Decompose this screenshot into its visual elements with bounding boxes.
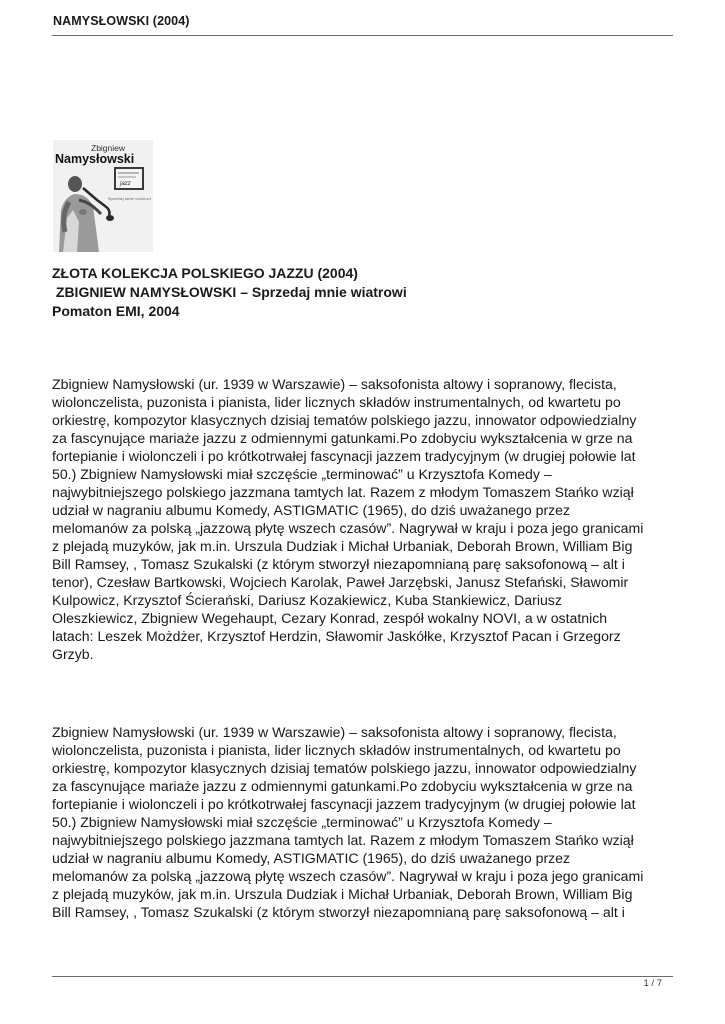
text-line: najwybitniejszego polskiego jazzmana tamtych lat. Razem z młodym Tomaszem Stańko wziął bbox=[52, 484, 634, 500]
biography-paragraph-2 bbox=[52, 723, 674, 921]
text-line: 50.) Zbigniew Namysłowski miał szczęście „terminować” u Krzysztofa Komedy – bbox=[52, 814, 552, 830]
text-line: z plejadą muzyków, jak m.in. Urszula Dudziak i Michał Urbaniak, Deborah Brown, William Big bbox=[52, 538, 633, 554]
text-line: melomanów za polską „jazzową płytę wszech czasów”. Nagrywał w kraju i poza jego granicami bbox=[52, 520, 644, 536]
text-line: Bill Ramsey, , Tomasz Szukalski (z którym stworzył niezapomnianą parę saksofonową – alt i bbox=[52, 904, 625, 920]
cover-last-name: Namysłowski bbox=[55, 152, 135, 166]
text-line: 50.) Zbigniew Namysłowski miał szczęście „terminować” u Krzysztofa Komedy – bbox=[52, 466, 552, 482]
text-line: Grzyb. bbox=[52, 646, 94, 662]
text-line: udział w nagraniu albumu Komedy, ASTIGMATIC (1965), do dziś uważanego przez bbox=[52, 502, 571, 518]
cover-subtitle: Sprzedaj mnie wiatrowi bbox=[108, 196, 151, 201]
text-line: tenor), Czesław Bartkowski, Wojciech Karolak, Paweł Jarzębski, Janusz Stefański, Sławomir bbox=[52, 574, 629, 590]
text-line: najwybitniejszego polskiego jazzmana tamtych lat. Razem z młodym Tomaszem Stańko wziął bbox=[52, 832, 634, 848]
album-title-block bbox=[52, 264, 672, 321]
text-line: Kulpowicz, Krzysztof Ścierański, Dariusz Kozakiewicz, Kuba Stankiewicz, Dariusz bbox=[52, 592, 562, 608]
text-line: udział w nagraniu albumu Komedy, ASTIGMATIC (1965), do dziś uważanego przez bbox=[52, 850, 571, 866]
text-line: melomanów za polską „jazzową płytę wszech czasów”. Nagrywał w kraju i poza jego granicami bbox=[52, 868, 644, 884]
page-number: 1 / 7 bbox=[643, 978, 662, 989]
text-line: Bill Ramsey, , Tomasz Szukalski (z którym stworzył niezapomnianą parę saksofonową – alt i bbox=[52, 556, 625, 572]
text-line: orkiestrę, kompozytor klasycznych dzisiaj tematów polskiego jazzu, innowator odpowiedzialny bbox=[52, 760, 637, 776]
text-line: Oleszkiewicz, Zbigniew Wegehaupt, Cezary Konrad, zespół wokalny NOVI, a w ostatnich bbox=[52, 610, 608, 626]
text-line: wiolonczelista, puzonista i pianista, lider licznych składów instrumentalnych, od kwartetu po bbox=[52, 394, 621, 410]
text-line: za fascynujące mariaże jazzu z odmiennymi gatunkami.Po zdobyciu wykształcenia w grze na bbox=[52, 778, 633, 794]
header-divider bbox=[52, 35, 673, 36]
cover-tag-text: jazz bbox=[120, 181, 131, 187]
biography-paragraph-1 bbox=[52, 375, 674, 663]
footer-divider bbox=[52, 976, 673, 977]
title-line-artist-album: ZBIGNIEW NAMYSŁOWSKI – Sprzedaj mnie wiatrowi bbox=[52, 284, 407, 300]
title-line-label-year: Pomaton EMI, 2004 bbox=[52, 303, 180, 319]
text-line: z plejadą muzyków, jak m.in. Urszula Dudziak i Michał Urbaniak, Deborah Brown, William Big bbox=[52, 886, 633, 902]
text-line: za fascynujące mariaże jazzu z odmiennymi gatunkami.Po zdobyciu wykształcenia w grze na bbox=[52, 430, 633, 446]
text-line: Zbigniew Namysłowski (ur. 1939 w Warszawie) – saksofonista altowy i sopranowy, flecista, bbox=[52, 724, 617, 740]
text-line: fortepianie i wiolonczeli i po krótkotrwałej fascynacji jazzem tradycyjnym (w drugiej połowie lat bbox=[52, 448, 636, 464]
text-line: wiolonczelista, puzonista i pianista, lider licznych składów instrumentalnych, od kwartetu po bbox=[52, 742, 621, 758]
text-line: Zbigniew Namysłowski (ur. 1939 w Warszawie) – saksofonista altowy i sopranowy, flecista, bbox=[52, 376, 617, 392]
album-cover-image bbox=[53, 140, 153, 252]
album-cover-art bbox=[53, 140, 153, 252]
title-line-collection: ZŁOTA KOLEKCJA POLSKIEGO JAZZU (2004) bbox=[52, 265, 358, 281]
text-line: fortepianie i wiolonczeli i po krótkotrwałej fascynacji jazzem tradycyjnym (w drugiej połowie lat bbox=[52, 796, 636, 812]
text-line: latach: Leszek Możdżer, Krzysztof Herdzin, Sławomir Jaskółke, Krzysztof Pacan i Grzegorz bbox=[52, 628, 621, 644]
text-line: orkiestrę, kompozytor klasycznych dzisiaj tematów polskiego jazzu, innowator odpowiedzialny bbox=[52, 412, 637, 428]
cover-first-name: Zbigniew bbox=[91, 143, 126, 153]
page-header-title: NAMYSŁOWSKI (2004) bbox=[53, 14, 190, 28]
